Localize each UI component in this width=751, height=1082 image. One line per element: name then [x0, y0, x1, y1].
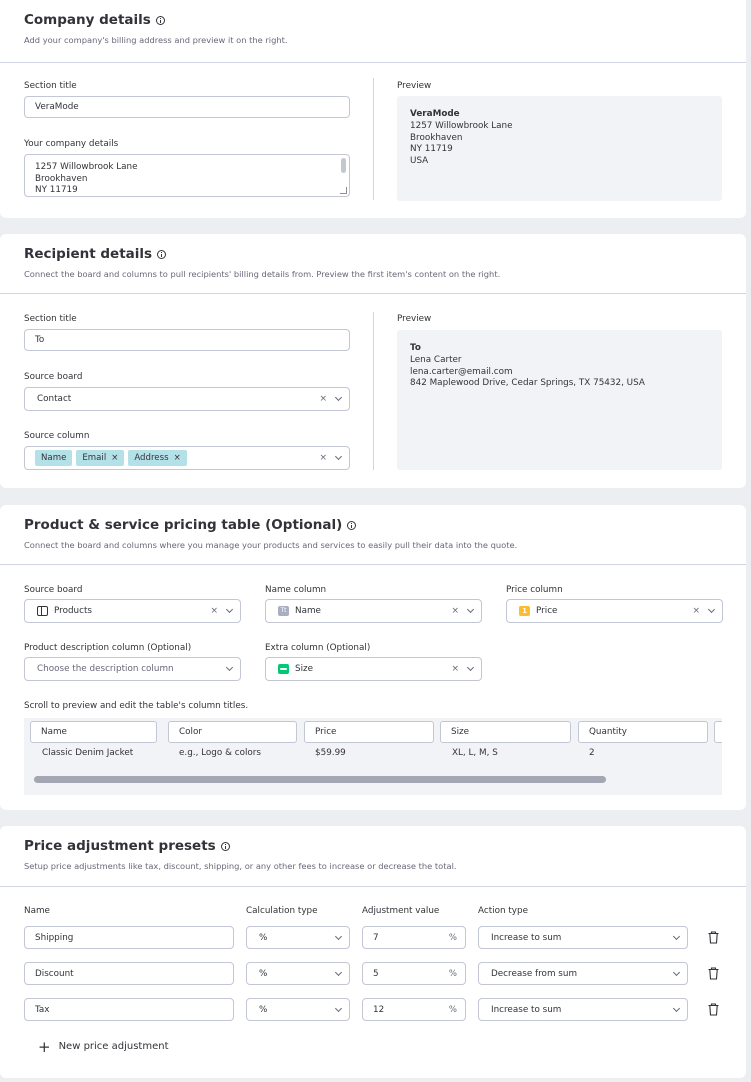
preview-label: Preview: [397, 314, 432, 324]
name-column-select[interactable]: [265, 599, 482, 623]
table-cell: Classic Denim Jacket: [42, 748, 134, 758]
source-board-label: Source board: [24, 372, 83, 382]
preview-line: USA: [410, 156, 429, 167]
divider: [0, 293, 746, 294]
table-header-size[interactable]: Size: [440, 721, 571, 743]
chevron-down-icon[interactable]: [467, 606, 474, 613]
adjustment-name-input[interactable]: Discount: [24, 962, 234, 985]
pricing-preview-table[interactable]: [24, 718, 722, 795]
calc-type-value: %: [259, 1004, 268, 1015]
adjustment-value: 5: [373, 968, 379, 979]
name-column-value: Name: [295, 606, 321, 616]
select-controls: [336, 927, 341, 948]
chip-remove-icon[interactable]: ×: [111, 453, 119, 463]
action-type-select[interactable]: [478, 926, 688, 949]
numbers-column-icon: 1: [519, 606, 530, 616]
select-controls: [674, 927, 679, 948]
company-details-title-row: [24, 12, 722, 28]
chip-remove-icon[interactable]: ×: [173, 453, 181, 463]
company-details-line: 1257 Willowbrook Lane: [35, 162, 138, 172]
price-column-select[interactable]: [506, 599, 723, 623]
description-column-placeholder: Choose the description column: [37, 664, 174, 674]
preview-line: NY 11719: [410, 144, 453, 155]
divider: [0, 564, 746, 565]
clear-icon[interactable]: ×: [451, 606, 459, 616]
adjustments-title-row: [24, 838, 722, 854]
recipient-preview-box: [397, 330, 722, 470]
section-title-label: Section title: [24, 81, 77, 91]
action-type-value: Increase to sum: [491, 1004, 562, 1015]
chevron-down-icon[interactable]: [335, 1004, 342, 1011]
adjustment-name-input[interactable]: Shipping: [24, 926, 234, 949]
status-column-icon: [278, 664, 289, 674]
chevron-down-icon[interactable]: [226, 606, 233, 613]
name-column-label: Name column: [265, 585, 327, 595]
add-price-adjustment-label: New price adjustment: [58, 1041, 169, 1052]
price-column-label: Price column: [506, 585, 563, 595]
plus-icon: +: [38, 1037, 51, 1056]
pricing-title-row: [24, 517, 722, 533]
clear-icon[interactable]: ×: [319, 394, 327, 404]
adjustments-subtitle: Setup price adjustments like tax, discount, shipping, or any other fees to increase or decrease the total.: [24, 861, 457, 871]
chevron-down-icon[interactable]: [708, 606, 715, 613]
clear-icon[interactable]: ×: [210, 606, 218, 616]
chip-label: Email: [82, 453, 107, 463]
section-title-label: Section title: [24, 314, 77, 324]
preview-label: Preview: [397, 81, 432, 91]
divider: [0, 62, 746, 63]
table-header-color[interactable]: Color: [168, 721, 297, 743]
select-controls: [674, 963, 679, 984]
select-controls: [451, 658, 473, 680]
company-details-title: Company details: [24, 12, 151, 28]
recipient-details-title-row: [24, 246, 722, 262]
select-controls: [210, 600, 232, 622]
recipient-section-title-input[interactable]: To: [24, 329, 350, 351]
extra-column-label: Extra column (Optional): [265, 643, 371, 653]
select-controls: [692, 600, 714, 622]
pricing-subtitle: Connect the board and columns where you manage your products and services to easily pull their data into the quote.: [24, 540, 518, 550]
adjustment-value: 12: [373, 1004, 385, 1015]
chevron-down-icon[interactable]: [335, 932, 342, 939]
table-header-more[interactable]: [714, 721, 722, 743]
trash-icon[interactable]: [708, 931, 719, 944]
company-details-card: [0, 0, 746, 218]
percent-suffix: %: [448, 1004, 457, 1015]
select-controls: [674, 999, 679, 1020]
chevron-down-icon[interactable]: [335, 394, 342, 401]
action-type-header: Action type: [478, 906, 528, 916]
recipient-details-card: [0, 234, 746, 488]
action-type-value: Increase to sum: [491, 932, 562, 943]
divider: [0, 886, 746, 887]
select-controls: [319, 447, 341, 469]
clear-icon[interactable]: ×: [319, 453, 327, 463]
company-details-line: Brookhaven: [35, 173, 88, 184]
preview-title: VeraMode: [410, 109, 460, 119]
preview-line: 842 Maplewood Drive, Cedar Springs, TX 75432, USA: [410, 378, 645, 389]
chip-name: [35, 450, 72, 466]
company-details-textarea[interactable]: [24, 154, 350, 197]
chip-label: Name: [41, 453, 67, 463]
clear-icon[interactable]: ×: [692, 606, 700, 616]
table-header-name[interactable]: Name: [30, 721, 157, 743]
company-details-line: NY 11719: [35, 185, 78, 195]
chevron-down-icon[interactable]: [467, 664, 474, 671]
info-icon[interactable]: [156, 16, 165, 25]
company-details-subtitle: Add your company's billing address and preview it on the right.: [24, 35, 288, 45]
source-board-value: Contact: [37, 394, 72, 404]
recipient-source-column-select[interactable]: [24, 446, 350, 470]
adjustments-title: Price adjustment presets: [24, 838, 216, 854]
table-header-quantity[interactable]: Quantity: [578, 721, 708, 743]
source-board-value: Products: [54, 606, 92, 616]
info-icon[interactable]: [347, 521, 356, 530]
vertical-divider: [373, 78, 374, 200]
adjustment-value-header: Adjustment value: [362, 906, 440, 916]
select-controls: [451, 600, 473, 622]
trash-icon[interactable]: [708, 967, 719, 980]
info-icon[interactable]: [221, 842, 230, 851]
price-column-value: Price: [536, 606, 558, 616]
recipient-details-subtitle: Connect the board and columns to pull recipients' billing details from. Preview the first item's content on the right.: [24, 269, 501, 279]
adjustment-value-input[interactable]: [362, 998, 466, 1021]
table-cell: 2: [589, 748, 595, 758]
pricing-title: Product & service pricing table (Optional): [24, 517, 343, 533]
clear-icon[interactable]: ×: [451, 664, 459, 674]
preview-line: Brookhaven: [410, 132, 463, 143]
company-preview-box: [397, 96, 722, 201]
chevron-down-icon[interactable]: [226, 664, 233, 671]
percent-suffix: %: [448, 932, 457, 943]
description-column-label: Product description column (Optional): [24, 643, 192, 653]
recipient-details-title: Recipient details: [24, 246, 153, 262]
adjustment-value: 7: [373, 932, 379, 943]
info-icon[interactable]: [157, 250, 166, 259]
calc-type-value: %: [259, 932, 268, 943]
company-details-label: Your company details: [24, 139, 119, 149]
pricing-table-card: [0, 505, 746, 810]
calc-type-header: Calculation type: [246, 906, 318, 916]
source-board-label: Source board: [24, 585, 83, 595]
chevron-down-icon[interactable]: [673, 968, 680, 975]
extra-column-value: Size: [295, 664, 314, 674]
price-adjustment-card: [0, 826, 746, 1078]
source-column-label: Source column: [24, 431, 90, 441]
select-controls: [319, 388, 341, 410]
company-section-title-input[interactable]: VeraMode: [24, 96, 350, 118]
chip-address: [128, 450, 186, 466]
action-type-select[interactable]: [478, 962, 688, 985]
pricing-source-board-select[interactable]: [24, 599, 241, 623]
adjustment-value-input[interactable]: [362, 962, 466, 985]
select-controls: [336, 999, 341, 1020]
calc-type-select[interactable]: [246, 998, 350, 1021]
description-column-select[interactable]: [24, 657, 241, 681]
add-price-adjustment-button[interactable]: [38, 1037, 169, 1056]
chevron-down-icon[interactable]: [673, 1004, 680, 1011]
select-controls: [227, 658, 232, 680]
name-header: Name: [24, 906, 50, 916]
chevron-down-icon[interactable]: [335, 453, 342, 460]
action-type-value: Decrease from sum: [491, 968, 578, 979]
preview-line: 1257 Willowbrook Lane: [410, 120, 513, 131]
select-controls: [336, 963, 341, 984]
preview-line: Lena Carter: [410, 354, 462, 365]
action-type-select[interactable]: [478, 998, 688, 1021]
calc-type-value: %: [259, 968, 268, 979]
chip-email: [76, 450, 124, 466]
vertical-divider: [373, 312, 374, 470]
chevron-down-icon[interactable]: [673, 932, 680, 939]
adjustment-name-input[interactable]: Tax: [24, 998, 234, 1021]
trash-icon[interactable]: [708, 1003, 719, 1016]
extra-column-select[interactable]: [265, 657, 482, 681]
preview-line: lena.carter@email.com: [410, 366, 513, 377]
table-cell: e.g., Logo & colors: [179, 748, 261, 758]
text-column-icon: Tt: [278, 606, 289, 616]
adjustment-value-input[interactable]: [362, 926, 466, 949]
recipient-source-board-select[interactable]: [24, 387, 350, 411]
resize-handle[interactable]: [340, 187, 347, 194]
percent-suffix: %: [448, 968, 457, 979]
textarea-scrollbar[interactable]: [341, 158, 346, 173]
chevron-down-icon[interactable]: [335, 968, 342, 975]
calc-type-select[interactable]: [246, 926, 350, 949]
chip-label: Address: [134, 453, 169, 463]
calc-type-select[interactable]: [246, 962, 350, 985]
horizontal-scrollbar-thumb[interactable]: [34, 776, 606, 783]
preview-title: To: [410, 343, 421, 353]
board-icon: [37, 606, 48, 616]
scroll-hint: Scroll to preview and edit the table's column titles.: [24, 701, 249, 711]
table-header-price[interactable]: Price: [304, 721, 434, 743]
table-cell: $59.99: [315, 748, 346, 758]
table-cell: XL, L, M, S: [452, 748, 498, 758]
